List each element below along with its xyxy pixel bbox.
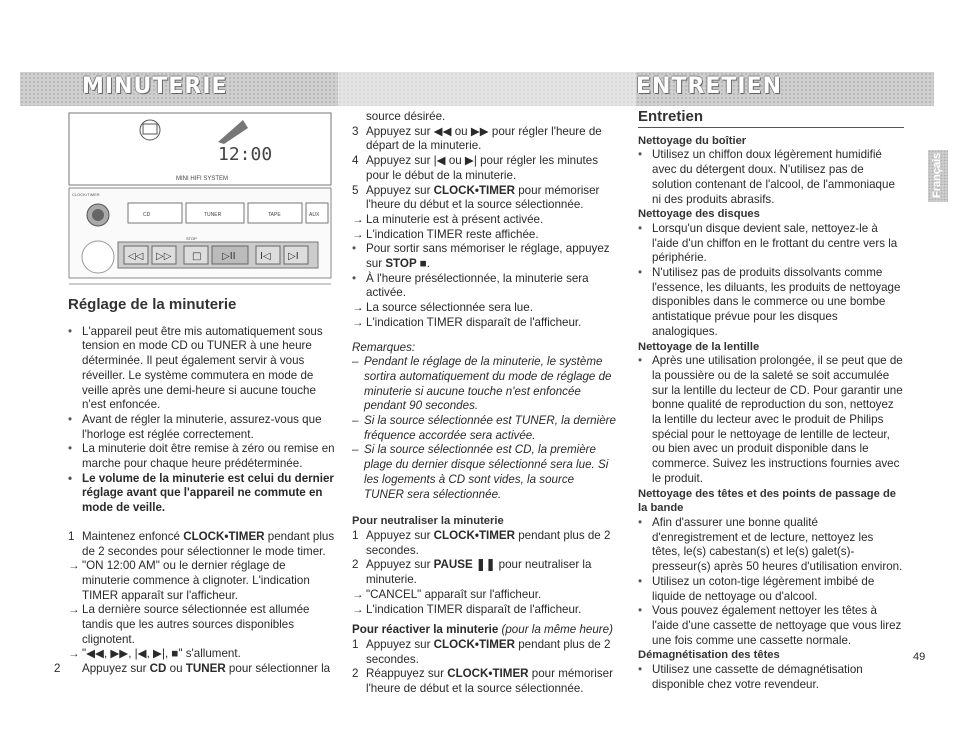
- remark-item: – Si la source sélectionnée est TUNER, la dernière fréquence accordée sera activée.: [352, 414, 616, 443]
- device-button-cd: CD: [143, 212, 151, 218]
- device-button-tuner: TUNER: [204, 212, 222, 218]
- svg-text:◁◁: ◁◁: [128, 251, 144, 262]
- bullet-item: • Utilisez un chiffon doux légèrement humidifié avec du détergent doux. N'utilisez pas de solution contenant de l'alcool, de l'ammoniaque ni des produits abrasifs.: [638, 148, 904, 207]
- section-title-entretien: ENTRETIEN: [636, 74, 783, 99]
- arrow-note: → La minuterie est à présent activée.: [352, 212, 544, 226]
- device-display-time: 12:00: [218, 144, 273, 165]
- bullet-item: • Utilisez une cassette de démagnétisation disponible chez votre revendeur.: [638, 663, 904, 692]
- remark-item: – Si la source sélectionnée est CD, la première plage du dernier disque sélectionné sera lue. Si les logements à CD sont vides, la source TUNER sera sélectionnée.: [352, 443, 616, 502]
- step-1: 1 Maintenez enfoncé CLOCK•TIMER pendant plus de 2 secondes pour sélectionner le mode timer.: [68, 529, 335, 558]
- subheading-demagnetisation: Démagnétisation des têtes: [638, 649, 780, 662]
- remark-item: – Pendant le réglage de la minuterie, le système sortira automatiquement du mode de réglage de minuterie si aucune touche n'est enfoncée pendant 90 secondes.: [352, 355, 616, 414]
- bullet-item: • Utilisez un coton-tige légèrement imbibé de liquide de nettoyage ou d'alcool.: [638, 575, 904, 604]
- neut-step-1: 1 Appuyez sur CLOCK•TIMER pendant plus de 2 secondes.: [352, 528, 611, 557]
- bullet-item: • La minuterie doit être remise à zéro ou remise en marche pour chaque heure prédéterminée.: [68, 442, 336, 471]
- svg-text:▷II: ▷II: [222, 251, 236, 262]
- bullet-item: • Vous pouvez également nettoyer les têtes à l'aide d'une cassette de nettoyage que vous lirez une fois comme une cassette normale.: [638, 604, 904, 648]
- device-button-tape: TAPE: [268, 212, 281, 218]
- device-stop-label: STOP: [186, 236, 197, 241]
- subheading-boitier: Nettoyage du boîtier: [638, 134, 747, 147]
- column-right: [638, 110, 904, 692]
- device-clock-label: CLOCK•TIMER: [72, 192, 100, 197]
- continuation-line: source désirée.: [366, 110, 446, 123]
- subheading-neutraliser: Pour neutraliser la minuterie: [352, 515, 504, 528]
- section-heading-reglage: Réglage de la minuterie: [68, 296, 237, 313]
- bullet-item: • Après une utilisation prolongée, il se peut que de la poussière ou de la saleté se soit accumulée sur la lentille du lecteur de CD. Pour garantir une bonne qualité de reproduction du son, nettoyez la lentille du lecteur avec le produit de Philips spécial pour le nettoyage de lentille de lecteur, ou bien avec un produit disponible dans le commerce. Suivez les instructions fournies avec le produit.: [638, 354, 904, 486]
- svg-text:□: □: [192, 251, 202, 262]
- language-tab: [928, 150, 948, 202]
- svg-text:▷I: ▷I: [288, 251, 299, 262]
- subheading-reactiver: Pour réactiver la minuterie (pour la même heure): [352, 623, 613, 637]
- svg-text:I◁: I◁: [260, 251, 271, 262]
- header-band-middle: [338, 72, 636, 106]
- device-illustration: [68, 112, 332, 292]
- bullet-item: • Lorsqu'un disque devient sale, nettoyez-le à l'aide d'un chiffon en le frottant du centre vers la périphérie.: [638, 222, 904, 266]
- section-heading-entretien: Entretien: [638, 110, 904, 128]
- step-3: 3 Appuyez sur ◀◀ ou ▶▶ pour régler l'heure de départ de la minuterie.: [352, 124, 602, 153]
- arrow-note: → "CANCEL" apparaît sur l'afficheur.: [352, 587, 542, 601]
- language-tab-label: Français: [931, 152, 943, 198]
- bullet-item-bold: • Le volume de la minuterie est celui du dernier réglage avant que l'appareil ne commute en mode de veille.: [68, 472, 336, 516]
- page-number: 49: [913, 651, 926, 663]
- step-5: 5 Appuyez sur CLOCK•TIMER pour mémoriser l'heure du début et la source sélectionnée.: [352, 183, 600, 212]
- bullet-item: • À l'heure présélectionnée, la minuterie sera activée.: [352, 272, 616, 301]
- arrow-note: → L'indication TIMER reste affichée.: [352, 227, 539, 241]
- bullet-item: • Pour sortir sans mémoriser le réglage, appuyez sur STOP ■.: [352, 242, 616, 271]
- arrow-note: → La source sélectionnée sera lue.: [352, 301, 533, 315]
- subheading-lentille: Nettoyage de la lentille: [638, 340, 760, 353]
- device-button-aux: AUX: [309, 212, 320, 218]
- remarks-label: Remarques:: [352, 340, 416, 354]
- column-middle: [352, 110, 616, 697]
- arrow-note: → L'indication TIMER disparaît de l'afficheur.: [352, 602, 582, 616]
- svg-text:▷▷: ▷▷: [156, 251, 172, 262]
- bullet-item: • N'utilisez pas de produits dissolvants comme l'essence, les diluants, les produits de nettoyage disponibles dans le commerce ou une bombe antistatique prévue pour les disques analogiques.: [638, 266, 904, 340]
- react-step-2: 2 Réappuyez sur CLOCK•TIMER pour mémoriser l'heure de début et la source sélectionnée.: [352, 667, 613, 696]
- bullet-item: • Afin d'assurer une bonne qualité d'enregistrement et de lecture, nettoyez les têtes, le(s) cabestan(s) et le(s) galet(s)-presseur(s) après 50 heures d'utilisation environ.: [638, 516, 904, 575]
- arrow-note: → La dernière source sélectionnée est allumée tandis que les autres sources disponibles clignotent.: [68, 603, 310, 646]
- arrow-note: → "ON 12:00 AM" ou le dernier réglage de minuterie commence à clignoter. L'indication TIMER apparaît sur l'afficheur.: [68, 559, 310, 602]
- step-4: 4 Appuyez sur |◀ ou ▶| pour régler les minutes pour le début de la minuterie.: [352, 154, 599, 182]
- bullet-item: • Avant de régler la minuterie, assurez-vous que l'horloge est réglée correctement.: [68, 413, 336, 442]
- neut-step-2: 2 Appuyez sur PAUSE ❚❚ pour neutraliser la minuterie.: [352, 558, 592, 587]
- section-title-minuterie: MINUTERIE: [82, 74, 228, 99]
- device-system-label: MINI HIFI SYSTEM: [176, 176, 229, 182]
- react-step-1: 1 Appuyez sur CLOCK•TIMER pendant plus de 2 secondes.: [352, 637, 611, 666]
- arrow-note: → "◀◀, ▶▶, |◀, ▶|, ■" s'allument.: [68, 647, 241, 661]
- subheading-disques: Nettoyage des disques: [638, 208, 760, 221]
- column-left: [54, 296, 336, 677]
- arrow-note: → L'indication TIMER disparaît de l'afficheur.: [352, 315, 582, 329]
- subheading-tetes: Nettoyage des têtes et des points de passage de la bande: [638, 487, 897, 515]
- bullet-item: • L'appareil peut être mis automatiquement sous tension en mode CD ou TUNER à une heure déterminée. Il peut également servir à vous réveiller. Le système commutera en mode de veille après une demi-heure si aucune touche n'est enfoncée.: [68, 325, 336, 413]
- step-2: 2 Appuyez sur CD ou TUNER pour sélectionner la: [54, 662, 331, 676]
